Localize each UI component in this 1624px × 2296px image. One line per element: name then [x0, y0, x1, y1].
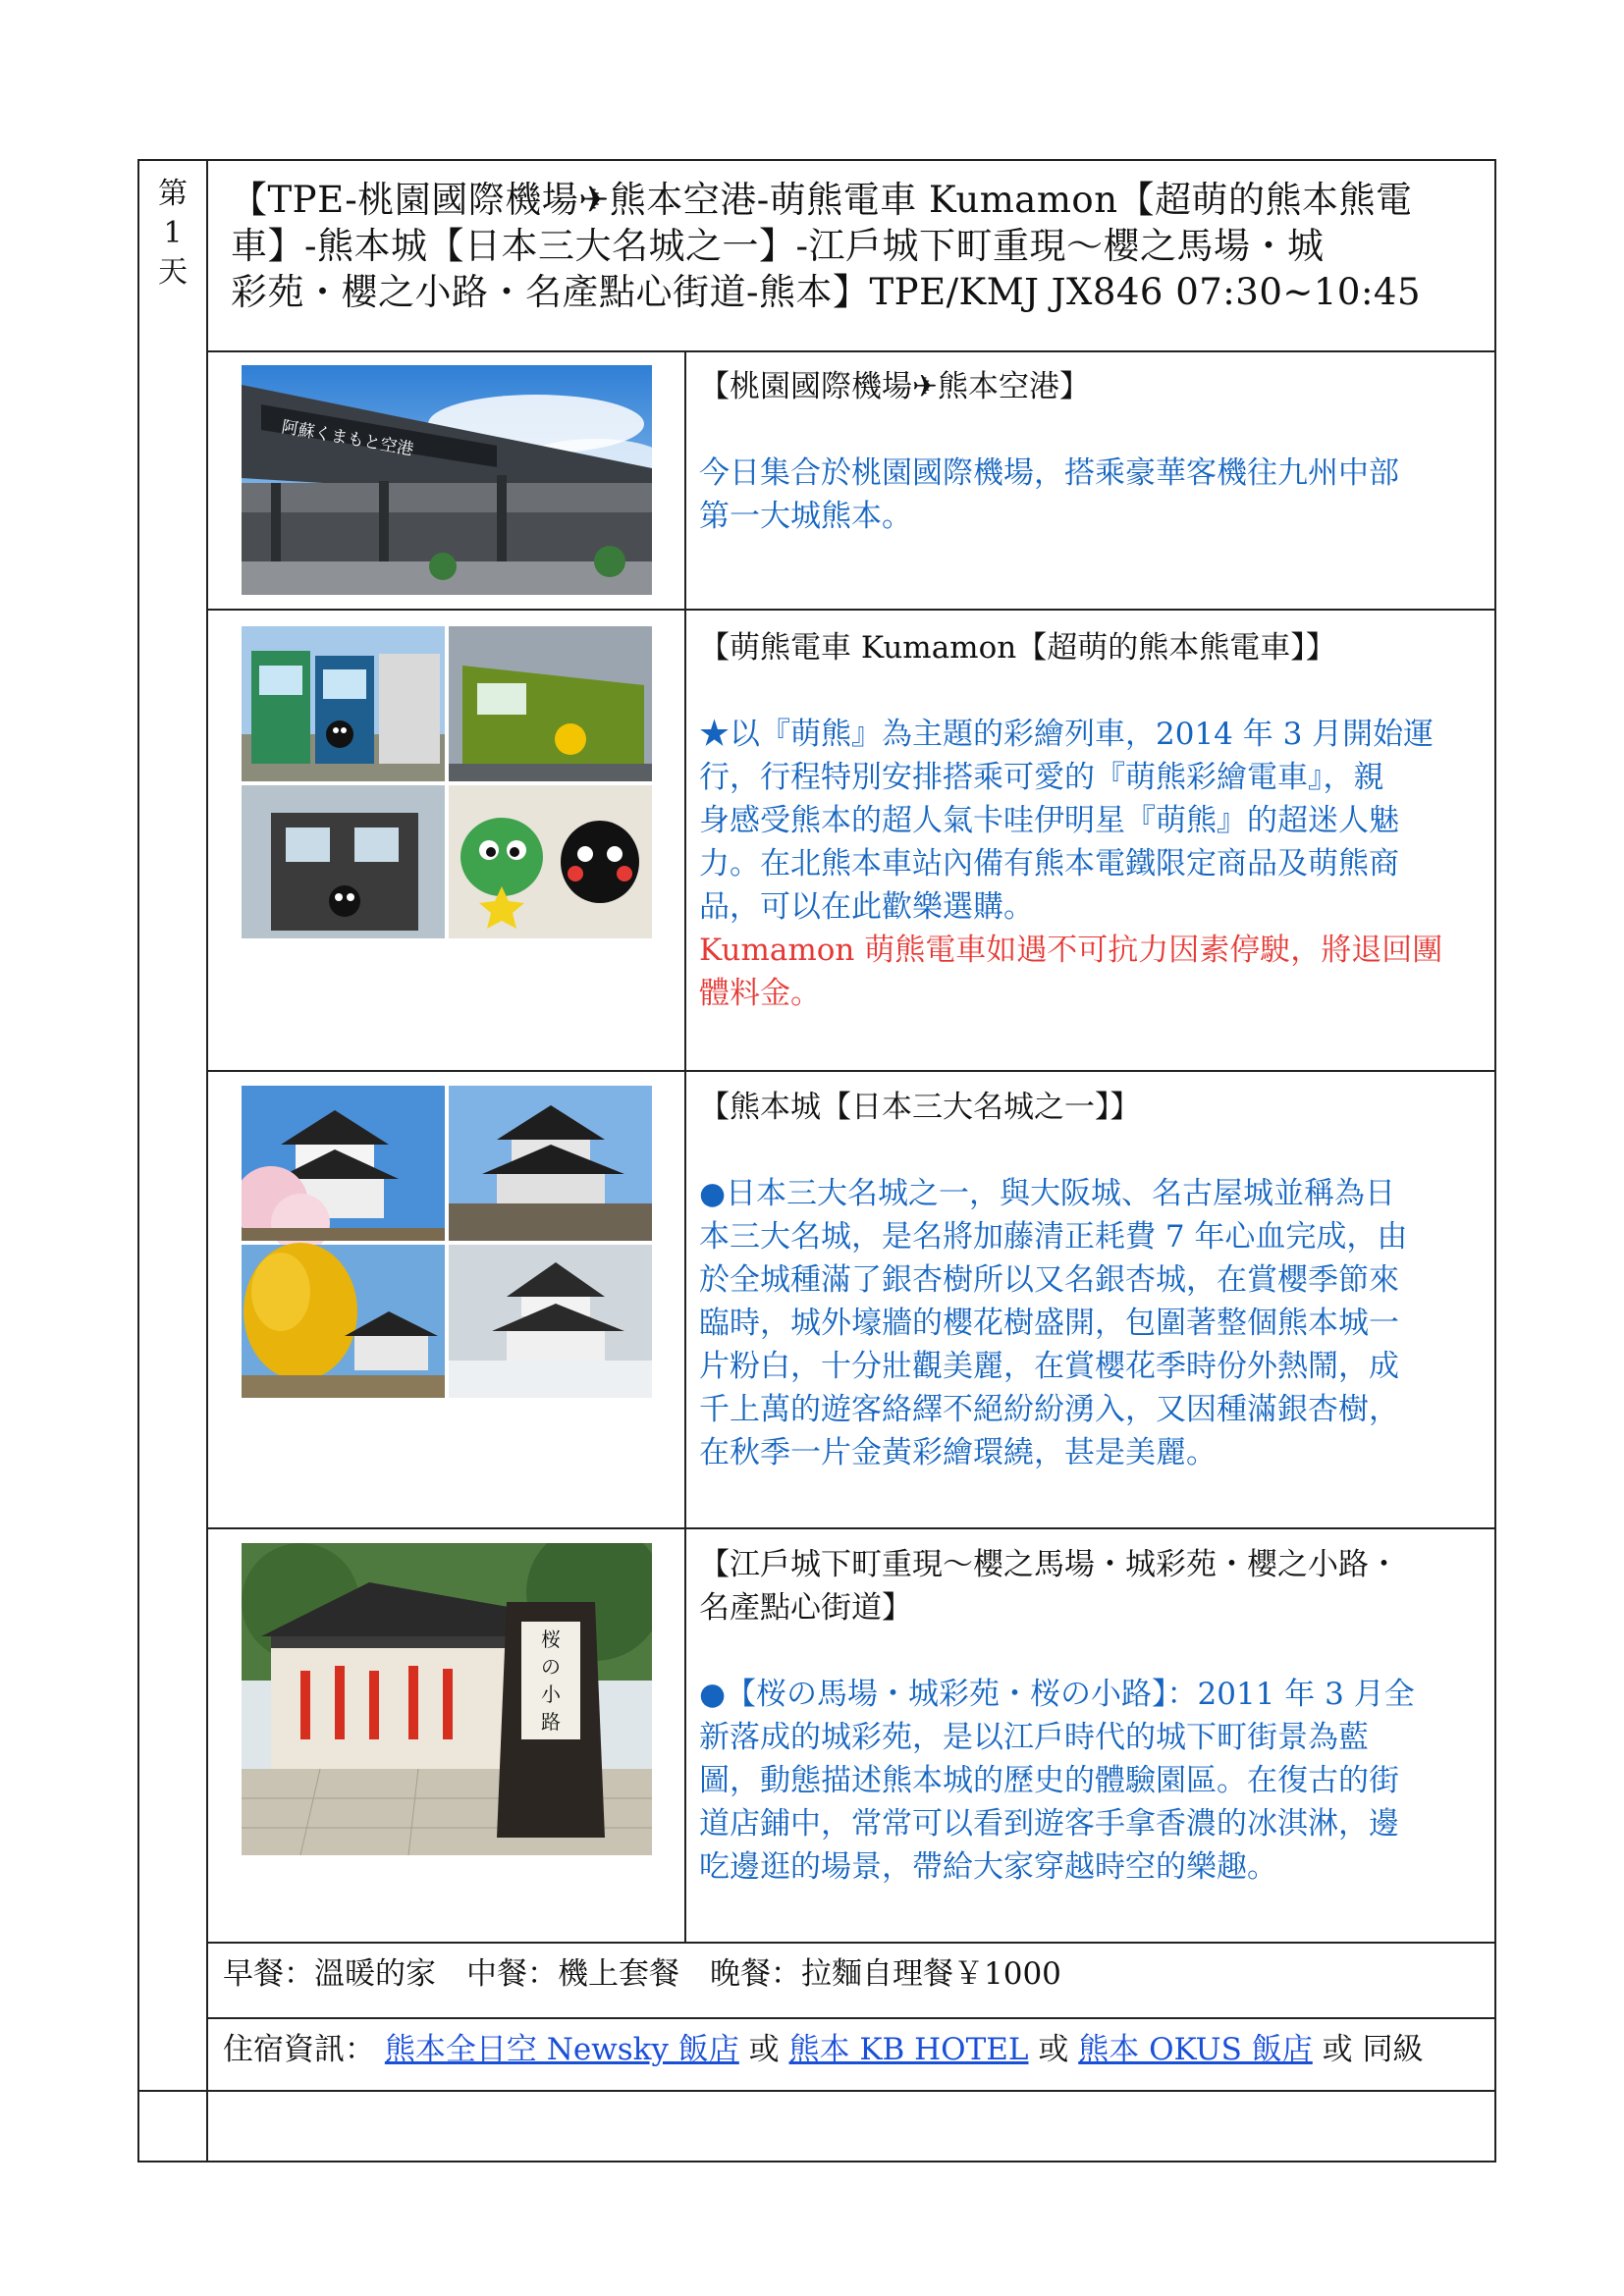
row-divider: [208, 609, 1496, 611]
warning-line: 體料金。: [699, 976, 821, 1011]
lodging-tail: 同級: [1362, 2032, 1424, 2067]
section-body-line: ●【桜の馬場・城彩苑・桜の小路】：2011 年 3 月全: [699, 1677, 1415, 1712]
section-edo-town: [699, 1543, 1465, 1889]
or-text: 或: [1038, 2032, 1069, 2067]
section-body-line: 品，可以在此歡樂選購。: [699, 889, 1034, 925]
title-line: 車】-熊本城【日本三大名城之一】-江戶城下町重現～櫻之馬場・城: [231, 225, 1325, 267]
section-heading: 名產點心街道】: [699, 1590, 912, 1626]
lodging-label: 住宿資訊：: [223, 2032, 375, 2067]
title-line: 彩苑・櫻之小路・名產點心街道-熊本】TPE/KMJ JX846 07:30~10:45: [231, 271, 1421, 313]
section-body-line: 片粉白，十分壯觀美麗，在賞櫻花季時份外熱鬧，成: [699, 1349, 1399, 1384]
section-kumamon-train: [699, 626, 1465, 1015]
sign-char: 小: [541, 1682, 561, 1706]
section-heading: 【桃園國際機場✈熊本空港】: [699, 369, 1090, 404]
section-body-line: 道店鋪中，常常可以看到遊客手拿香濃的冰淇淋，邊: [699, 1806, 1399, 1842]
hotel-link-ana-newsky[interactable]: 熊本全日空 Newsky 飯店: [384, 2032, 739, 2067]
section-body-line: 本三大名城，是名將加藤清正耗費 7 年心血完成，由: [699, 1219, 1408, 1255]
section-body-line: ●日本三大名城之一，與大阪城、名古屋城並稱為日: [699, 1176, 1396, 1211]
train-collage: [242, 626, 652, 938]
section-body-line: 第一大城熊本。: [699, 499, 912, 534]
or-text: 或: [1322, 2032, 1353, 2067]
day-char: 天: [158, 255, 188, 290]
section-body-line: ★以『萌熊』為主題的彩繪列車，2014 年 3 月開始運: [699, 717, 1435, 752]
hotel-link-kb-hotel[interactable]: 熊本 KB HOTEL: [788, 2032, 1029, 2067]
row-divider: [208, 1070, 1496, 1072]
sign-char: 路: [541, 1710, 561, 1734]
sign-char: 桜: [541, 1628, 561, 1651]
section-body-line: 今日集合於桃園國際機場，搭乘豪華客機往九州中部: [699, 455, 1399, 491]
warning-line: Kumamon 萌熊電車如遇不可抗力因素停駛，將退回團: [699, 933, 1443, 968]
section-heading: 【萌熊電車 Kumamon【超萌的熊本熊電車】】: [699, 630, 1336, 666]
hotel-link-okus[interactable]: 熊本 OKUS 飯店: [1078, 2032, 1313, 2067]
row-divider: [208, 2017, 1496, 2019]
airport-sign-text: 阿蘇くまもと空港: [280, 417, 415, 460]
row-divider: [208, 350, 1496, 352]
section-body-line: 力。在北熊本車站內備有熊本電鐵限定商品及萌熊商: [699, 846, 1399, 881]
sign-char: の: [541, 1655, 561, 1679]
section-body-line: 千上萬的遊客絡繹不絕紛紛湧入，又因種滿銀杏樹，: [699, 1392, 1399, 1427]
edo-street-photo: [242, 1543, 652, 1855]
section-body-line: 行，行程特別安排搭乘可愛的『萌熊彩繪電車』，親: [699, 760, 1384, 795]
meals-info: 早餐：溫暖的家 中餐：機上套餐 晚餐：拉麵自理餐￥1000: [223, 1956, 1061, 1992]
day-char: 1: [163, 216, 183, 250]
or-text: 或: [748, 2032, 780, 2067]
section-body-line: 在秋季一片金黃彩繪環繞，甚是美麗。: [699, 1435, 1217, 1470]
day-column-divider: [206, 161, 208, 2161]
section-body-line: 新落成的城彩苑，是以江戶時代的城下町街景為藍: [699, 1720, 1369, 1755]
section-heading: 【熊本城【日本三大名城之一】】: [699, 1090, 1141, 1125]
section-kumamoto-castle: [699, 1086, 1465, 1474]
row-divider: [208, 1527, 1496, 1529]
day-char: 第: [158, 177, 188, 211]
day-title: [231, 177, 1478, 315]
section-body-line: 身感受熊本的超人氣卡哇伊明星『萌熊』的超迷人魅: [699, 803, 1399, 838]
section-body-line: 圖，動態描述熊本城的歷史的體驗園區。在復古的街: [699, 1763, 1399, 1798]
image-column-divider: [684, 350, 686, 1944]
section-airport: [699, 365, 1465, 538]
airport-photo: [242, 365, 652, 595]
section-body-line: 吃邊逛的場景，帶給大家穿越時空的樂趣。: [699, 1849, 1277, 1885]
lodging-info: [223, 2028, 1423, 2071]
row-divider: [139, 2090, 1496, 2092]
section-body-line: 臨時，城外壕牆的櫻花樹盛開，包圍著整個熊本城一: [699, 1306, 1399, 1341]
itinerary-table: [137, 159, 1496, 2163]
day-label: [139, 175, 206, 293]
row-divider: [208, 1942, 1496, 1944]
section-body-line: 於全城種滿了銀杏樹所以又名銀杏城，在賞櫻季節來: [699, 1262, 1399, 1298]
section-heading: 【江戶城下町重現～櫻之馬場・城彩苑・櫻之小路・: [699, 1547, 1399, 1582]
title-line: 【TPE-桃園國際機場✈熊本空港-萌熊電車 Kumamon【超萌的熊本熊電: [231, 179, 1413, 221]
castle-collage: [242, 1086, 652, 1398]
